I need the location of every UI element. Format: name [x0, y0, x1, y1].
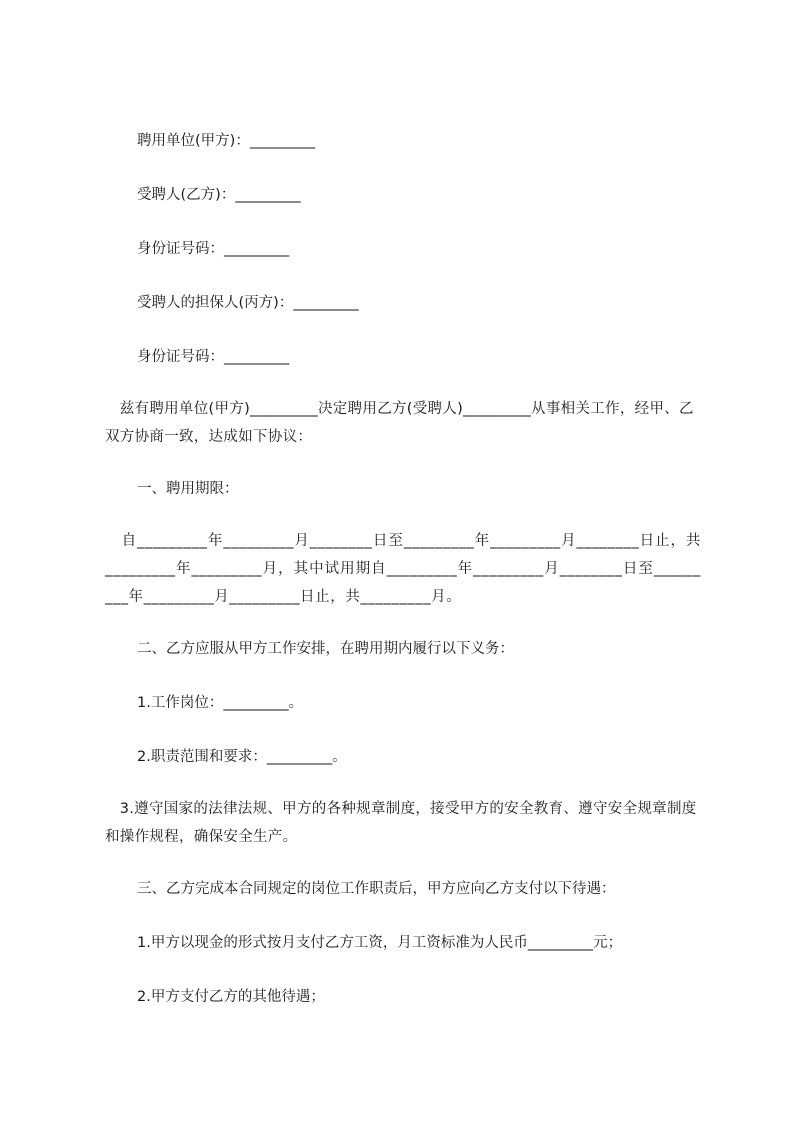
party-b-line: 受聘人(乙方)：_________ [137, 187, 301, 203]
section2-item2: 2.职责范围和要求：_________。 [137, 749, 347, 765]
section2-item1: 1.工作岗位：_________。 [137, 695, 304, 711]
party-a-line: 聘用单位(甲方)：_________ [137, 133, 316, 149]
section1-period-paragraph: 自_________年_________月________日至_________年_________月________日止，共_________年_________月，其中试用期自_________年_________月________日至_________年_________月_________日止，共_________月。 [105, 533, 701, 605]
section2-item3: 3.遵守国家的法律法规、甲方的各种规章制度，接受甲方的安全教育、遵守安全规章制度和操作规程，确保安全生产。 [105, 801, 697, 845]
section2-title: 二、乙方应服从甲方工作安排，在聘用期内履行以下义务： [137, 641, 514, 657]
intro-paragraph: 兹有聘用单位(甲方)_________决定聘用乙方(受聘人)_________从事相关工作，经甲、乙双方协商一致，达成如下协议： [105, 401, 694, 445]
section1-title: 一、聘用期限： [137, 481, 239, 497]
guarantor-line: 受聘人的担保人(丙方)：_________ [137, 295, 359, 311]
section3-item1: 1.甲方以现金的形式按月支付乙方工资，月工资标准为人民币_________元； [137, 935, 623, 951]
section3-item2: 2.甲方支付乙方的其他待遇； [137, 989, 325, 1005]
guarantor-id-line: 身份证号码：_________ [137, 349, 290, 365]
section3-title: 三、乙方完成本合同规定的岗位工作职责后，甲方应向乙方支付以下待遇： [137, 881, 616, 897]
party-b-id-line: 身份证号码：_________ [137, 241, 290, 257]
